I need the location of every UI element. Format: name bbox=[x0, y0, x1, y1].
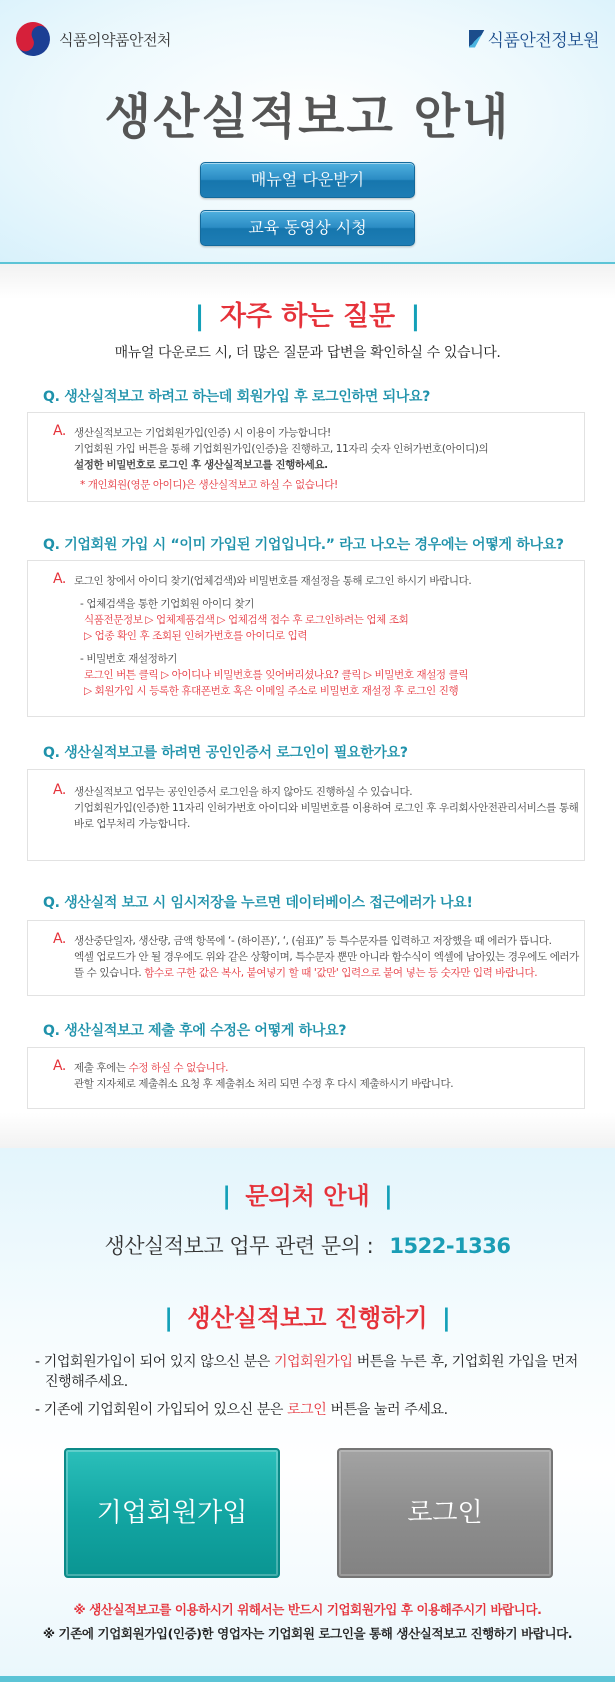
process-title: | 생산실적보고 진행하기 | bbox=[164, 1304, 451, 1332]
taeguk-icon bbox=[10, 16, 56, 62]
existing-member-note: ※ 기존에 기업회원가입(인증)한 영업자는 기업회원 로그인을 통해 생산실적보고 진행하기 바랍니다. bbox=[42, 1626, 573, 1641]
answer-mark: A. bbox=[53, 423, 66, 439]
food-safety-info-logo[interactable] bbox=[469, 26, 599, 51]
faq-answer-1: A. 생산실적보고는 기업회원가입(인증) 시 이용이 가능합니다! 기업회원 가입 버튼을 통해 기업회원가입(인증)을 진행하고, 11자리 숫자 인허가번호(아이디)의 설정한 비밀번호로 로그인 후 생산실적보고를 진행하세요. * 개인회원(영문 아이디)은 생산실적보고 하실 수 없습니다! bbox=[27, 412, 585, 502]
answer-mark: A. bbox=[53, 931, 66, 947]
faq-question-3: Q. 생산실적보고를 하려면 공인인증서 로그인이 필요한가요? bbox=[43, 745, 408, 761]
mfds-logo-text: 식품의약품안전처 bbox=[59, 30, 171, 49]
faq-title-text: 자주 하는 질문 bbox=[219, 301, 396, 332]
process-instruction-1: - 기업회원가입이 되어 있지 않으신 분은 기업회원가입 버튼을 누른 후, 기업회원 가입을 먼저 진행해주세요. bbox=[35, 1354, 578, 1390]
login-button[interactable]: 로그인 bbox=[337, 1448, 553, 1578]
food-safety-info-mark-icon bbox=[469, 30, 485, 48]
contact-label: 생산실적보고 업무 관련 문의 : bbox=[104, 1234, 374, 1258]
contact-title-text: 문의처 안내 bbox=[245, 1182, 370, 1210]
answer-mark: A. bbox=[53, 1058, 66, 1074]
training-video-button[interactable]: 교육 동영상 시청 bbox=[200, 210, 415, 246]
corporate-signup-button[interactable]: 기업회원가입 bbox=[64, 1448, 280, 1578]
faq-answer-3: A. 생산실적보고 업무는 공인인증서 로그인을 하지 않아도 진행하실 수 있습니다. 기업회원가입(인증)한 11자리 인허가번호 아이디와 비밀번호를 이용하여 로그인 후 우리회사안전관리서비스를 통해 바로 업무처리 가능합니다. bbox=[27, 769, 585, 861]
faq-question-2: Q. 기업회원 가입 시 “이미 가입된 기업입니다.” 라고 나오는 경우에는 어떻게 하나요? bbox=[43, 537, 564, 553]
faq-question-1: Q. 생산실적보고 하려고 하는데 회원가입 후 로그인하면 되나요? bbox=[43, 389, 431, 405]
bottom-divider bbox=[0, 1676, 615, 1682]
faq-answer-2: A. 로그인 창에서 아이디 찾기(업체검색)와 비밀번호를 재설정을 통해 로그인 하시기 바랍니다. - 업체검색을 통한 기업회원 아이디 찾기 식품전문정보 ▷ 업체제품검색 ▷ 업체검색 접수 후 로그인하려는 업체 조회 ▷ 업종 확인 후 조회된 인허가번호를 아이디로 입력 - 비밀번호 재설정하기 로그인 버튼 클릭 ▷ 아이디나 비밀번호를 잊어버리셨나요? 클릭 ▷ 비밀번호 재설정 클릭 ▷ 회원가입 시 등록한 휴대폰번호 혹은 이메일 주소로 비밀번호 재설정 후 로그인 진행 bbox=[27, 560, 585, 717]
faq-subtitle: 매뉴얼 다운로드 시, 더 많은 질문과 답변을 확인하실 수 있습니다. bbox=[114, 345, 501, 361]
contact-line bbox=[0, 1230, 615, 1260]
page-title: 생산실적보고 안내 bbox=[104, 89, 511, 145]
process-instruction-2: - 기존에 기업회원이 가입되어 있으신 분은 로그인 버튼을 눌러 주세요. bbox=[35, 1402, 448, 1418]
faq-section bbox=[0, 264, 615, 1148]
manual-download-button[interactable]: 매뉴얼 다운받기 bbox=[200, 162, 415, 198]
process-title-text: 생산실적보고 진행하기 bbox=[187, 1304, 428, 1332]
answer-mark: A. bbox=[53, 782, 66, 798]
faq-answer-5: A. 제출 후에는 수정 하실 수 없습니다. 관할 지자체로 제출취소 요청 후 제출취소 처리 되면 수정 후 다시 제출하시기 바랍니다. bbox=[27, 1047, 585, 1109]
answer-mark: A. bbox=[53, 571, 66, 587]
faq-answer-4: A. 생산중단일자, 생산량, 금액 항목에 ‘- (하이픈)’, ‘, (쉼표)” 등 특수문자를 입력하고 저장했을 때 에러가 뜹니다. 엑셀 업로드가 안 될 경우에도 위와 같은 상황이며, 특수문자 뿐만 아니라 함수식이 엑셀에 남아있는 경우에도 에러가 뜰 수 있습니다. 함수로 구한 값은 복사, 붙여넣기 할 때 '값만' 입력으로 붙여 넣는 등 숫자만 입력 바랍니다. bbox=[27, 920, 585, 996]
contact-title: | 문의처 안내 | bbox=[222, 1182, 393, 1210]
food-safety-info-logo-text: 식품안전정보원 bbox=[487, 31, 599, 51]
signup-required-note: ※ 생산실적보고를 이용하시기 위해서는 반드시 기업회원가입 후 이용해주시기 바랍니다. bbox=[73, 1602, 542, 1617]
header bbox=[0, 0, 615, 264]
faq-title: | 자주 하는 질문 | bbox=[194, 301, 421, 332]
faq-question-4: Q. 생산실적 보고 시 임시저장을 누르면 데이터베이스 접근에러가 나요! bbox=[43, 895, 473, 911]
faq-question-5: Q. 생산실적보고 제출 후에 수정은 어떻게 하나요? bbox=[43, 1023, 347, 1039]
contact-phone: 1522-1336 bbox=[389, 1234, 511, 1258]
mfds-logo[interactable] bbox=[16, 22, 171, 56]
